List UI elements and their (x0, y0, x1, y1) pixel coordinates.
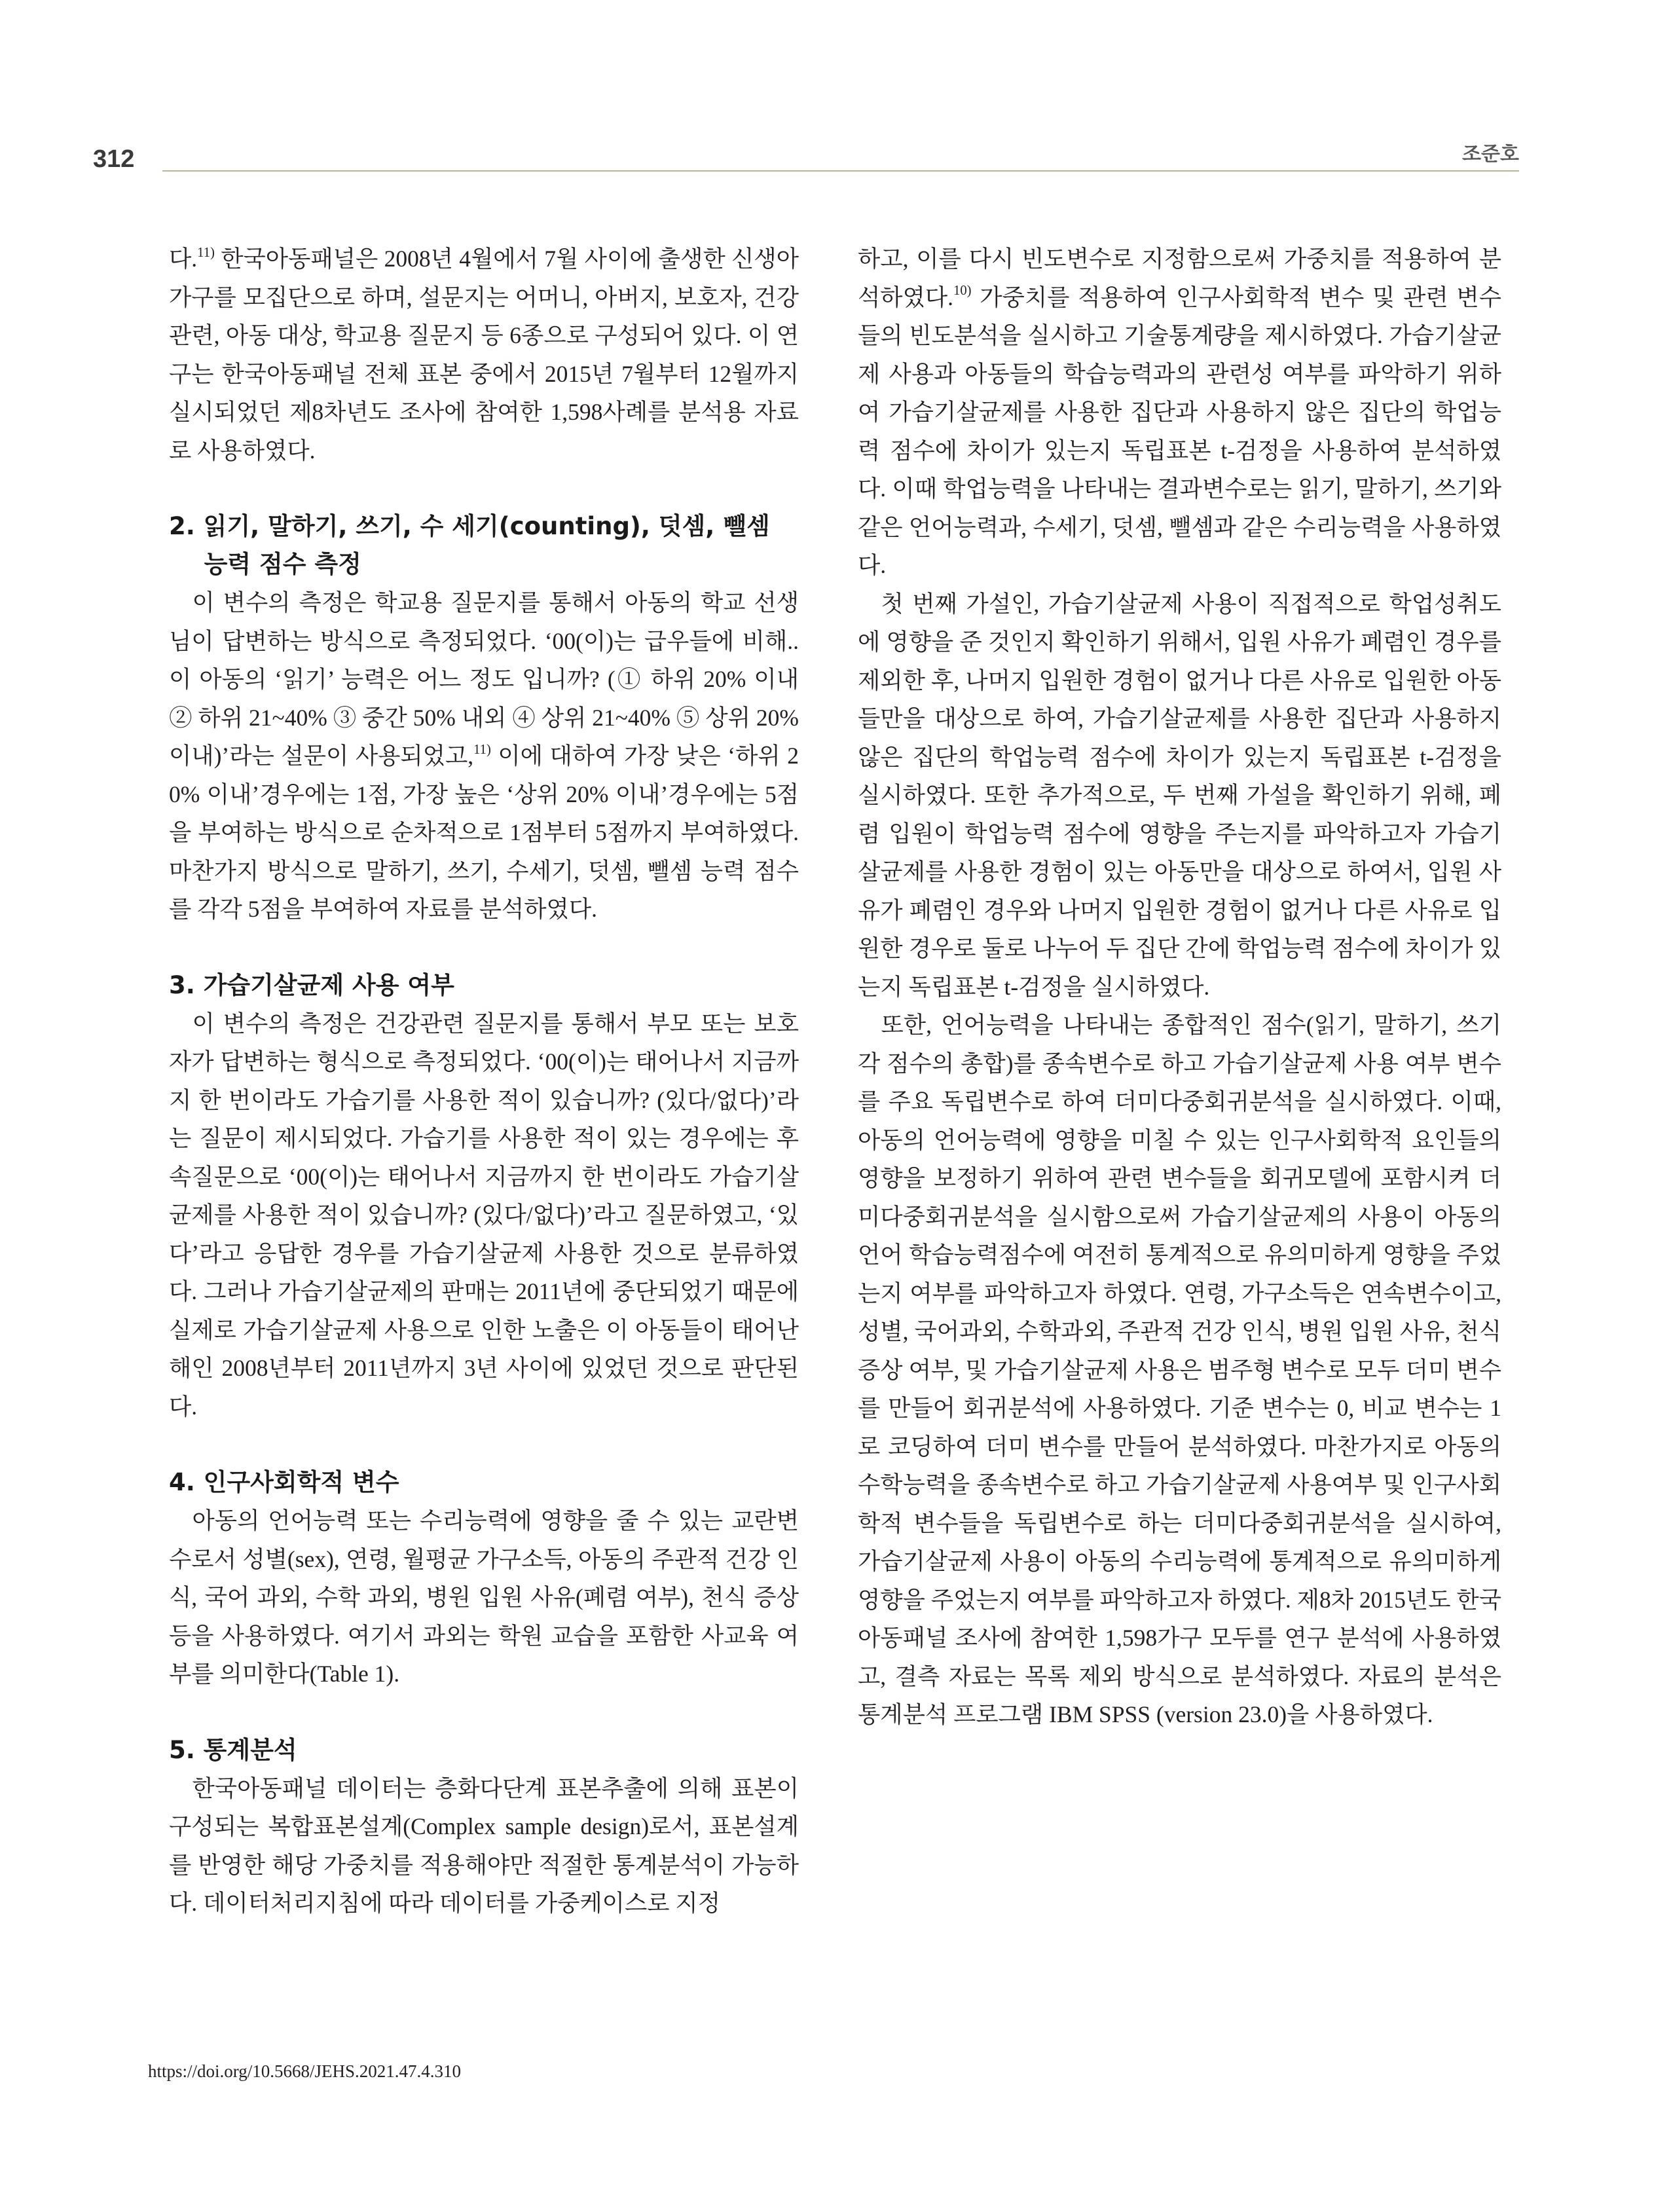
right-paragraph-3: 또한, 언어능력을 나타내는 종합적인 점수(읽기, 말하기, 쓰기 각 점수의 총합)를 종속변수로 하고 가습기살균제 사용 여부 변수를 주요 독립변수로 하여 더미다중회귀분석을 실시하였다. 이때, 아동의 언어능력에 영향을 미칠 수 있는 인구사회학적 요인들의 영향을 보정하기 위하여 관련 변수들을 회귀모델에 포함시켜 더미다중회귀분석을 실시함으로써 가습기살균제의 사용이 아동의 언어 학습능력점수에 여전히 통계적으로 유의미하게 영향을 주었는지 여부를 파악하고자 하였다. 연령, 가구소득은 연속변수이고, 성별, 국어과외, 수학과외, 주관적 건강 인식, 병원 입원 사유, 천식 증상 여부, 및 가습기살균제 사용은 범주형 변수로 모두 더미 변수를 만들어 회귀분석에 사용하였다. 기준 변수는 0, 비교 변수는 1로 코딩하여 더미 변수를 만들어 분석하였다. 마찬가지로 아동의 수학능력을 종속변수로 하고 가습기살균제 사용여부 및 인구사회학적 변수들을 독립변수로 하는 더미다중회귀분석을 실시하여, 가습기살균제 사용이 아동의 수리능력에 통계적으로 유의미하게 영향을 주었는지 여부를 파악하고자 하였다. 제8차 2015년도 한국아동패널 조사에 참여한 1,598가구 모두를 연구 분석에 사용하였고, 결측 자료는 목록 제외 방식으로 분석하였다. 자료의 분석은 통계분석 프로그램 IBM SPSS (version 23.0)을 사용하였다. (858, 1012, 1501, 1727)
section-heading-2: 2. 읽기, 말하기, 쓰기, 수 세기(counting), 덧셈, 뺄셈 능력 점수 측정 (169, 512, 770, 578)
section-3-paragraph: 이 변수의 측정은 건강관련 질문지를 통해서 부모 또는 보호자가 답변하는 형식으로 측정되었다. ‘00(이)는 태어나서 지금까지 한 번이라도 가습기를 사용한 적이 있습니까? (있다/없다)’라는 질문이 제시되었다. 가습기를 사용한 적이 있는 경우에는 후속질문으로 ‘00(이)는 태어나서 지금까지 한 번이라도 가습기살균제를 사용한 적이 있습니까? (있다/없다)’라고 질문하였고, ‘있다’라고 응답한 경우를 가습기살균제 사용한 것으로 분류하였다. 그러나 가습기살균제의 판매는 2011년에 중단되었기 때문에 실제로 가습기살균제 사용으로 인한 노출은 이 아동들이 태어난 해인 2008년부터 2011년까지 3년 사이에 있었던 것으로 판단된다. (169, 1010, 799, 1420)
right-paragraph-1-start: 하고, 이를 다시 빈도변수로 지정함으로써 가중치를 적용하여 분석하였다. (858, 246, 1501, 310)
right-paragraph-2: 첫 번째 가설인, 가습기살균제 사용이 직접적으로 학업성취도에 영향을 준 것인지 확인하기 위해서, 입원 사유가 폐렴인 경우를 제외한 후, 나머지 입원한 경험이 없거나 다른 사유로 입원한 아동들만을 대상으로 하여, 가습기살균제를 사용한 집단과 사용하지 않은 집단의 학업능력 점수에 차이가 있는지 독립표본 t-검정을 실시하였다. 또한 추가적으로, 두 번째 가설을 확인하기 위해, 폐렴 입원이 학업능력 점수에 영향을 주는지를 파악하고자 가습기살균제를 사용한 경험이 있는 아동만을 대상으로 하여서, 입원 사유가 폐렴인 경우와 나머지 입원한 경험이 없거나 다른 사유로 입원한 경우로 둘로 나누어 두 집단 간에 학업능력 점수에 차이가 있는지 독립표본 t-검정을 실시하였다. (858, 590, 1501, 1000)
page-number: 312 (93, 145, 135, 173)
section-2-paragraph (169, 583, 799, 929)
reference-marker: 11) (473, 742, 491, 757)
section-heading-4: 4. 인구사회학적 변수 (169, 1468, 399, 1496)
section-5-paragraph: 한국아동패널 데이터는 층화다단계 표본추출에 의해 표본이 구성되는 복합표본설계(Complex sample design)로서, 표본설계를 반영한 해당 가중치를 적용해야만 적절한 통계분석이 가능하다. 데이터처리지침에 따라 데이터를 가중케이스로 지정 (169, 1775, 799, 1916)
running-header-author: 조준호 (1462, 143, 1519, 166)
section-heading-5: 5. 통계분석 (169, 1735, 297, 1764)
right-column (858, 240, 1501, 1734)
right-paragraph-1 (858, 240, 1501, 585)
section-2-text-start: 이 변수의 측정은 학교용 질문지를 통해서 아동의 학교 선생님이 답변하는 방식으로 측정되었다. ‘00(이)는 급우들에 비해..이 아동의 ‘읽기’ 능력은 어느 정도 입니까? (① 하위 20% 이내 ② 하위 21~40% ③ 중간 50% 내외 ④ 상위 21~40% ⑤ 상위 20% 이내)’라는 설문이 사용되었고, (169, 589, 799, 769)
section-4-paragraph: 아동의 언어능력 또는 수리능력에 영향을 줄 수 있는 교란변수로서 성별(sex), 연령, 월평균 가구소득, 아동의 주관적 건강 인식, 국어 과외, 수학 과외, 병원 입원 사유(폐렴 여부), 천식 증상 등을 사용하였다. 여기서 과외는 학원 교습을 포함한 사교육 여부를 의미한다(Table 1). (169, 1507, 799, 1687)
section-heading-3: 3. 가습기살균제 사용 여부 (169, 970, 454, 999)
intro-text-start: 다. (169, 246, 198, 272)
right-paragraph-1-rest: 가중치를 적용하여 인구사회학적 변수 및 관련 변수들의 빈도분석을 실시하고 기술통계량을 제시하였다. 가습기살균제 사용과 아동들의 학습능력과의 관련성 여부를 파악하기 위하여 가습기살균제를 사용한 집단과 사용하지 않은 집단의 학업능력 점수에 차이가 있는지 독립표본 t-검정을 사용하여 분석하였다. 이때 학업능력을 나타내는 결과변수로는 읽기, 말하기, 쓰기와 같은 언어능력과, 수세기, 덧셈, 뺄셈과 같은 수리능력을 사용하였다. (858, 284, 1501, 578)
left-column (169, 240, 799, 1923)
reference-marker: 11) (197, 245, 215, 260)
reference-marker: 10) (953, 284, 972, 299)
doi-link[interactable]: https://doi.org/10.5668/JEHS.2021.47.4.310 (148, 2061, 462, 2081)
header-rule (162, 170, 1519, 172)
intro-text-rest: 한국아동패널은 2008년 4월에서 7월 사이에 출생한 신생아 가구를 모집단으로 하며, 설문지는 어머니, 아버지, 보호자, 건강관련, 아동 대상, 학교용 질문지 등 6종으로 구성되어 있다. 이 연구는 한국아동패널 전체 표본 중에서 2015년 7월부터 12월까지 실시되었던 제8차년도 조사에 참여한 1,598사례를 분석용 자료로 사용하였다. (169, 246, 799, 464)
intro-paragraph (169, 240, 799, 470)
section-2-text-rest: 이에 대하여 가장 낮은 ‘하위 20% 이내’경우에는 1점, 가장 높은 ‘상위 20% 이내’경우에는 5점을 부여하는 방식으로 순차적으로 1점부터 5점까지 부여하였다. 마찬가지 방식으로 말하기, 쓰기, 수세기, 덧셈, 뺄셈 능력 점수를 각각 5점을 부여하여 자료를 분석하였다. (169, 743, 799, 922)
